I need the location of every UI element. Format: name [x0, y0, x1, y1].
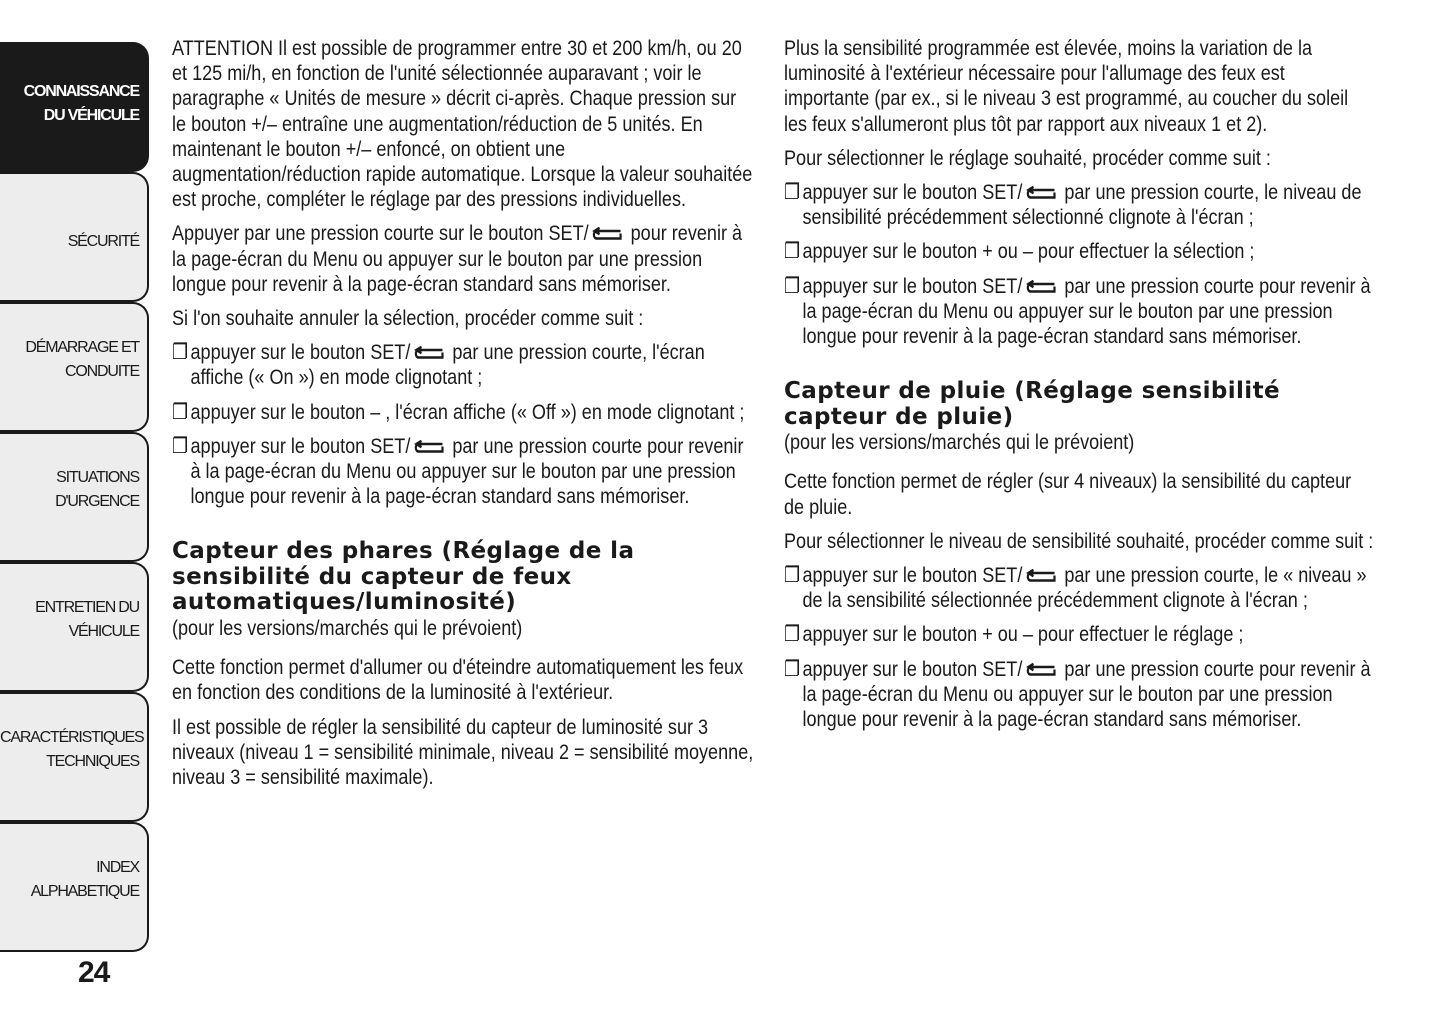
paragraph-sensibilite: Plus la sensibilité programmée est élevée, moins la variation de la luminosité à l'extérieur nécessaire pour l'allumage des feux est importante (par ex., si le niveau 3 est programmé, au coucher du soleil les feux s'allumeront plus tôt par rapport aux niveaux 1 et 2). — [784, 36, 1349, 136]
section-subtitle: (pour les versions/marchés qui le prévoient) — [172, 615, 523, 640]
checkbox-icon: ❐ — [784, 563, 801, 588]
tab-label-line2: VÉHICULE — [68, 623, 139, 640]
tab-label-line2: DU VÉHICULE — [43, 107, 139, 124]
checkbox-icon: ❐ — [784, 180, 801, 205]
tab-label-line1: INDEX — [96, 859, 139, 876]
section-heading-capteur-pluie: Capteur de pluie (Réglage sensibilité capteur de pluie) — [784, 378, 1280, 430]
tab-label-line2: TECHNIQUES — [46, 753, 139, 770]
tab-label-line1: CONNAISSANCE — [23, 83, 139, 100]
list-item: ❐ appuyer sur le bouton SET/ par une pression courte, l'écran affiche (« On ») en mode clignotant ; — [172, 340, 705, 390]
list-item: ❐ appuyer sur le bouton SET/ par une pression courte, le niveau de sensibilité précédemment sélectionné clignote à l'écran ; — [784, 180, 1362, 230]
paragraph-retour-menu: Appuyer par une pression courte sur le bouton SET/ pour revenir à la page-écran du Menu ou appuyer sur le bouton par une pression longue pour revenir à la page-écran standard sans mémoriser. — [172, 221, 743, 296]
return-arrow-icon — [1026, 280, 1056, 294]
checkbox-icon: ❐ — [784, 273, 801, 298]
checkbox-icon: ❐ — [172, 340, 189, 365]
tab-label-line2: D'URGENCE — [55, 493, 139, 510]
paragraph-niveaux: Il est possible de régler la sensibilité du capteur de luminosité sur 3 niveaux (niveau 1 = sensibilité minimale, niveau 2 = sensibilité moyenne, niveau 3 = sensibilité maximale). — [172, 714, 754, 789]
tab-label-line1: DÉMARRAGE ET — [25, 339, 139, 356]
list-item: ❐ appuyer sur le bouton SET/ par une pression courte pour revenir à la page-écran du Menu ou appuyer sur le bouton par une pression longue pour revenir à la page-écran standard sans mémoriser. — [784, 656, 1371, 732]
list-item: ❐ appuyer sur le bouton + ou – pour effectuer la sélection ; — [784, 239, 1255, 264]
tab-demarrage-conduite[interactable] — [0, 302, 149, 432]
tab-connaissance-vehicule[interactable] — [0, 42, 149, 172]
paragraph-selection-niveau: Pour sélectionner le niveau de sensibilité souhaité, procéder comme suit : — [784, 528, 1374, 553]
return-arrow-icon — [592, 227, 622, 241]
return-arrow-icon — [414, 346, 444, 360]
section-heading-capteur-phares: Capteur des phares (Réglage de la sensibilité du capteur de feux automatiques/luminosité) — [172, 538, 635, 616]
tab-label-line1: CARACTÉRISTIQUES — [0, 729, 144, 746]
checkbox-icon: ❐ — [784, 239, 801, 264]
checkbox-icon: ❐ — [784, 622, 801, 647]
return-arrow-icon — [1026, 663, 1056, 677]
tab-caracteristiques-techniques[interactable] — [0, 692, 149, 822]
return-arrow-icon — [1026, 186, 1056, 200]
tab-securite[interactable] — [0, 172, 149, 302]
tab-label-line1: SITUATIONS — [56, 469, 139, 486]
return-arrow-icon — [1026, 569, 1056, 583]
paragraph-fonction-pluie: Cette fonction permet de régler (sur 4 niveaux) la sensibilité du capteur de pluie. — [784, 469, 1352, 519]
list-item: ❐ appuyer sur le bouton + ou – pour effectuer le réglage ; — [784, 622, 1244, 647]
list-item: ❐ appuyer sur le bouton SET/ par une pression courte pour revenir à la page-écran du Menu ou appuyer sur le bouton par une pression longue pour revenir à la page-écran standard sans mémoriser. — [172, 433, 744, 509]
list-item: ❐ appuyer sur le bouton SET/ par une pression courte, le « niveau » de la sensibilité sélectionnée précédemment clignote à l'écran ; — [784, 563, 1367, 613]
section-subtitle: (pour les versions/marchés qui le prévoient) — [784, 430, 1135, 455]
paragraph-selection: Pour sélectionner le réglage souhaité, procéder comme suit : — [784, 145, 1271, 170]
checkbox-icon: ❐ — [172, 399, 189, 424]
tab-entretien-vehicule[interactable] — [0, 562, 149, 692]
tab-label-line2: CONDUITE — [65, 363, 139, 380]
checkbox-icon: ❐ — [784, 656, 801, 681]
return-arrow-icon — [414, 440, 444, 454]
list-item: ❐ appuyer sur le bouton – , l'écran affiche (« Off ») en mode clignotant ; — [172, 399, 745, 424]
list-item: ❐ appuyer sur le bouton SET/ par une pression courte pour revenir à la page-écran du Menu ou appuyer sur le bouton par une pression longue pour revenir à la page-écran standard sans mémoriser. — [784, 273, 1371, 349]
tab-label-line2: SÉCURITÉ — [67, 233, 139, 250]
tab-situations-urgence[interactable] — [0, 432, 149, 562]
right-column — [784, 36, 1374, 732]
checkbox-icon: ❐ — [172, 433, 189, 458]
left-column — [172, 36, 754, 790]
tab-label-line1: ENTRETIEN DU — [35, 599, 139, 616]
paragraph-attention: ATTENTION Il est possible de programmer entre 30 et 200 km/h, ou 20 et 125 mi/h, en fonction de l'unité sélectionnée auparavant ; voir le paragraphe « Unités de mesure » décrit ci-après. Chaque pression sur le bouton +/– entraîne une augmentation/réduction de 5 unités. En maintenant le bouton +/– enfoncé, on obtient une augmentation/réduction rapide automatique. Lorsque la valeur souhaitée est proche, compléter le réglage par des pressions individuelles. — [172, 36, 753, 212]
page-number: 24 — [78, 956, 110, 989]
tab-index-alphabetique[interactable] — [0, 822, 149, 952]
tab-label-line2: ALPHABETIQUE — [30, 883, 139, 900]
paragraph-fonction: Cette fonction permet d'allumer ou d'éteindre automatiquement les feux en fonction des conditions de la luminosité à l'extérieur. — [172, 655, 744, 705]
paragraph-annuler: Si l'on souhaite annuler la sélection, procéder comme suit : — [172, 306, 644, 331]
